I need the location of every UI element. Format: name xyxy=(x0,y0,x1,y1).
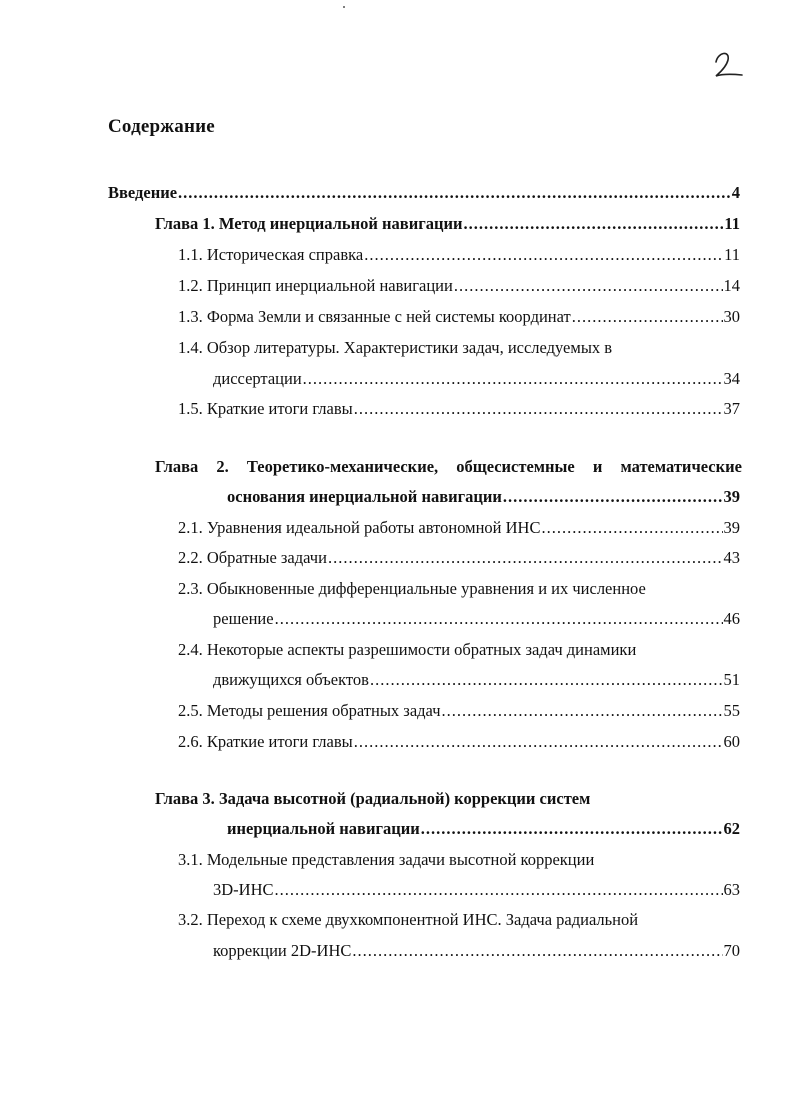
toc-entry-2-1[interactable]: 2.1. Уравнения идеальной работы автономной ИНС ..... 39 xyxy=(178,518,740,538)
page-title: Содержание xyxy=(108,116,215,137)
toc-entry-2-5[interactable]: 2.5. Методы решения обратных задач ..... 55 xyxy=(178,701,740,721)
toc-entry-2-3-continuation[interactable]: решение ..... 46 xyxy=(213,609,740,629)
handwritten-page-number-icon xyxy=(708,44,748,84)
toc-entry-chapter-3-continuation[interactable]: инерциальной навигации ..... 62 xyxy=(227,819,740,839)
toc-entry-1-4-continuation[interactable]: диссертации ..... 34 xyxy=(213,369,740,389)
toc-entry-2-3[interactable]: 2.3. Обыкновенные дифференциальные уравнения и их численное xyxy=(178,579,646,598)
toc-entry-3-2[interactable]: 3.2. Переход к схеме двухкомпонентной ИНС. Задача радиальной xyxy=(178,910,639,929)
toc-entry-1-2[interactable]: 1.2. Принцип инерциальной навигации ..... 14 xyxy=(178,276,740,296)
handwritten-page-number xyxy=(708,44,748,84)
scan-artifact-dot xyxy=(343,6,345,8)
toc-entry-2-6[interactable]: 2.6. Краткие итоги главы ..... 60 xyxy=(178,732,740,752)
toc-entry-1-4[interactable]: 1.4. Обзор литературы. Характеристики задач, исследуемых в xyxy=(178,338,613,357)
toc-entry-introduction[interactable]: Введение ..... 4 xyxy=(108,183,740,203)
toc-entry-chapter-3[interactable]: Глава 3. Задача высотной (радиальной) коррекции систем xyxy=(155,789,591,808)
toc-entry-chapter-2[interactable]: Глава 2. Теоретико-механические, общесистемные и математические xyxy=(155,457,742,476)
toc-entry-2-2[interactable]: 2.2. Обратные задачи ..... 43 xyxy=(178,548,740,568)
toc-entry-chapter-2-continuation[interactable]: основания инерциальной навигации ..... 39 xyxy=(227,487,740,507)
toc-entry-2-4-continuation[interactable]: движущихся объектов ..... 51 xyxy=(213,670,740,690)
toc-entry-3-1-continuation[interactable]: 3D-ИНС ..... 63 xyxy=(213,880,740,900)
toc-entry-chapter-1[interactable]: Глава 1. Метод инерциальной навигации ..... 11 xyxy=(155,214,740,234)
toc-entry-2-4[interactable]: 2.4. Некоторые аспекты разрешимости обратных задач динамики xyxy=(178,640,637,659)
toc-entry-1-3[interactable]: 1.3. Форма Земли и связанные с ней системы координат ..... 30 xyxy=(178,307,740,327)
toc-entry-1-5[interactable]: 1.5. Краткие итоги главы ..... 37 xyxy=(178,399,740,419)
toc-entry-1-1[interactable]: 1.1. Историческая справка ..... 11 xyxy=(178,245,740,265)
toc-entry-3-2-continuation[interactable]: коррекции 2D-ИНС ..... 70 xyxy=(213,941,740,961)
toc-entry-3-1[interactable]: 3.1. Модельные представления задачи высотной коррекции xyxy=(178,850,595,869)
